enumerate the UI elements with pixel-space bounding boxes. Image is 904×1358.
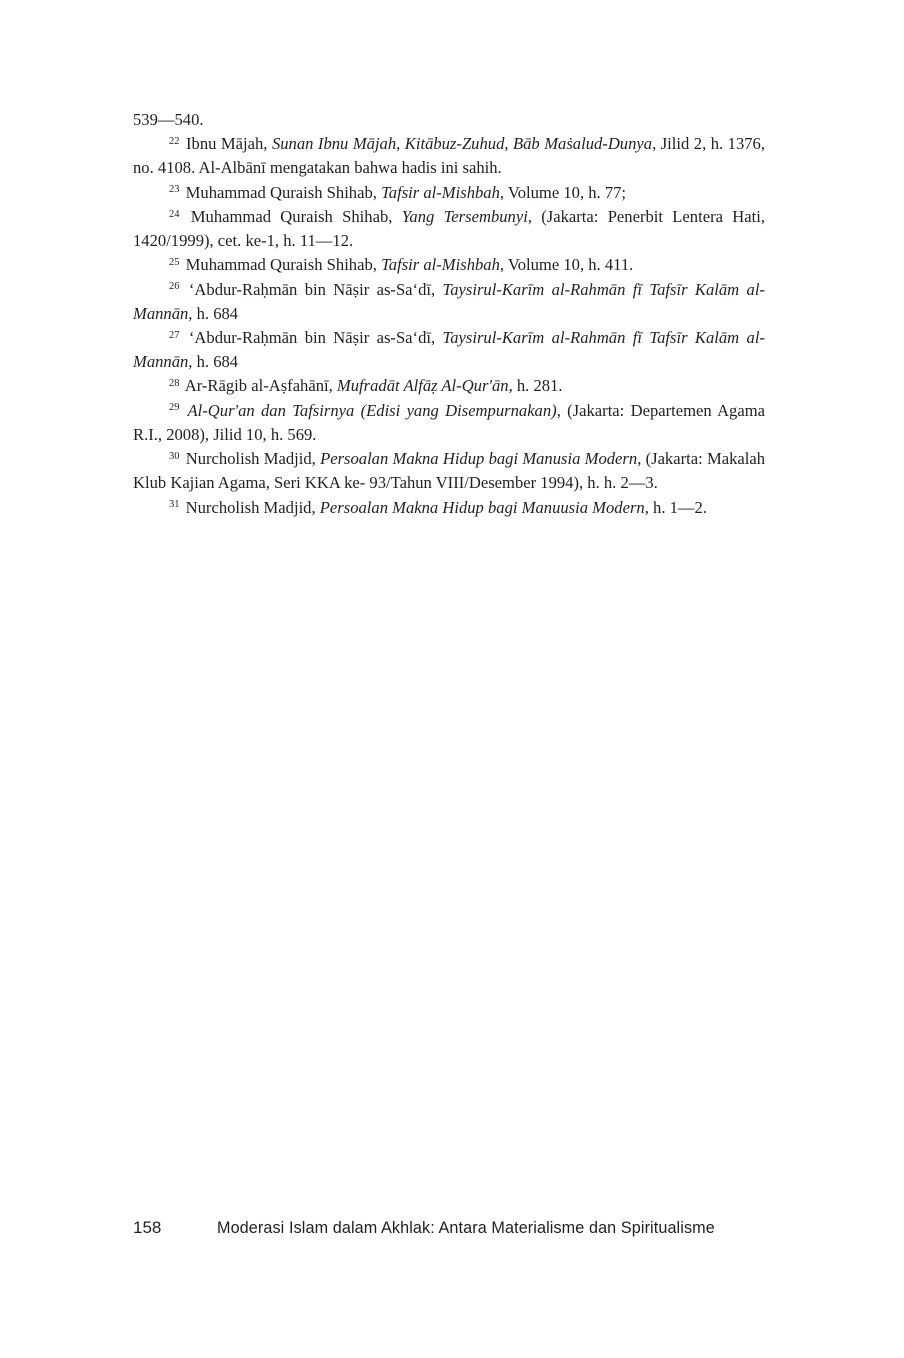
endnote-marker: 29 <box>169 402 180 414</box>
endnote-marker: 22 <box>169 135 180 147</box>
endnote-title: Al-Qur'an dan Tafsirnya (Edisi yang Disempurnakan) <box>181 400 557 420</box>
endnote-item <box>133 181 765 205</box>
page-number: 158 <box>133 1218 162 1237</box>
endnote-title: Yang Tersembunyi <box>401 206 528 226</box>
endnote-text: Muhammad Quraish Shihab, <box>181 182 382 202</box>
endnote-text: Nurcholish Madjid, <box>181 449 321 469</box>
endnote-title: Tafsir al-Mishbah <box>381 255 500 275</box>
endnote-title: Tafsir al-Mishbah <box>381 182 500 202</box>
endnote-marker: 24 <box>169 208 180 220</box>
endnote-item <box>133 278 765 326</box>
endnote-title: Persoalan Makna Hidup bagi Manuusia Modern <box>319 497 645 517</box>
endnote-item <box>133 205 765 253</box>
endnote-text: ‘Abdur-Raḥmān bin Nāṣir as-Sa‘dī, <box>181 279 443 299</box>
endnote-marker: 27 <box>169 329 180 341</box>
endnote-item <box>133 447 765 495</box>
endnote-text: , Volume 10, h. 411. <box>499 255 634 275</box>
endnote-text: h. 684 <box>192 352 239 372</box>
endnote-marker: 30 <box>169 450 180 462</box>
endnote-item <box>133 496 765 520</box>
endnote-item <box>133 399 765 447</box>
endnote-continuation <box>133 108 765 132</box>
endnote-text: Muhammad Quraish Shihab, <box>181 206 402 226</box>
endnote-text: , h. 281. <box>508 376 563 396</box>
endnote-marker: 23 <box>169 184 180 196</box>
endnote-title: Sunan Ibnu Mājah, Kitābuz-Zuhud, Bāb Maṡalud-Dunya <box>271 134 653 154</box>
endnote-title: Taysirul-Karīm al-Rahmān fī Tafsīr Kalām al-Mannān, <box>133 279 765 323</box>
endnote-text: , (Jakarta: Makalah Klub Kajian Agama, Seri KKA ke- 93/Tahun VIII/Desember 1994), h. h. 2—3. <box>133 449 765 493</box>
endnote-item <box>133 374 765 398</box>
endnote-marker: 25 <box>169 257 180 269</box>
endnote-text: 539—540. <box>133 110 204 129</box>
endnote-text: , (Jakarta: Departemen Agama R.I., 2008), Jilid 10, h. 569. <box>133 400 765 444</box>
endnote-marker: 26 <box>169 281 180 293</box>
endnote-title: Mufradāt Alfāẓ Al-Qur'ān <box>336 376 509 396</box>
endnote-text: Ar-Rāgib al-Aṣfahānī, <box>181 376 337 396</box>
endnote-title: Taysirul-Karīm al-Rahmān fī Tafsīr Kalām al-Mannān, <box>133 327 765 372</box>
running-head: Moderasi Islam dalam Akhlak: Antara Materialisme dan Spiritualisme <box>217 1219 715 1237</box>
endnote-title: Persoalan Makna Hidup bagi Manusia Modern <box>320 449 638 469</box>
endnote-text: , (Jakarta: Penerbit Lentera Hati, 1420/1999), cet. ke-1, h. 11—12. <box>133 206 765 251</box>
endnote-marker: 31 <box>169 499 180 511</box>
endnote-item <box>133 132 765 180</box>
endnote-text: h. 684 <box>192 303 239 323</box>
endnote-item <box>133 253 765 277</box>
page-footer <box>133 1218 773 1238</box>
endnote-text: Ibnu Mājah, <box>181 134 272 154</box>
endnote-marker: 28 <box>169 378 180 390</box>
endnotes-list <box>133 108 765 520</box>
endnote-text: , h. 1—2. <box>644 497 707 517</box>
endnote-text: Muhammad Quraish Shihab, <box>181 255 382 275</box>
endnote-text: ‘Abdur-Raḥmān bin Nāṣir as-Sa‘dī, <box>181 327 443 347</box>
endnote-text: , Jilid 2, h. 1376, no. 4108. Al-Albānī mengatakan bahwa hadis ini sahih. <box>133 134 766 178</box>
endnote-text: , Volume 10, h. 77; <box>499 182 627 202</box>
endnote-item <box>133 326 765 374</box>
endnote-text: Nurcholish Madjid, <box>181 497 320 517</box>
